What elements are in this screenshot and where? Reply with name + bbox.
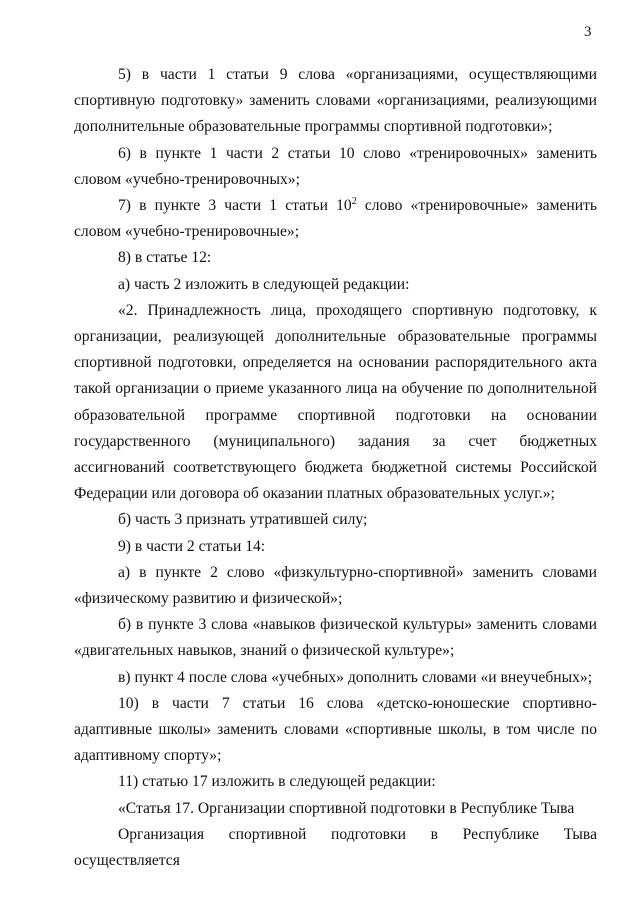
article-body: Организация спортивной подготовки в Республике Тыва осуществляется [74,825,597,870]
paragraph-item-9: 9) в части 2 статьи 14: [118,537,266,555]
paragraph-subitem-9a: а) в пункте 2 слово «физкультурно-спортивной» заменить словами «физическому развитию и физической»; [74,563,597,608]
paragraph-item-10: 10) в части 7 статьи 16 слова «детско-юношеские спортивно-адаптивные школы» заменить словами «спортивные школы, в том числе по адаптивному спорту»; [74,694,597,765]
paragraph-item-6: 6) в пункте 1 части 2 статьи 10 слово «тренировочных» заменить словом «учебно-тренировочных»; [74,144,597,188]
article-title: «Статья 17. Организации спортивной подготовки в Республике Тыва [118,799,575,817]
document-body [74,62,597,874]
paragraph-subitem-8b: б) часть 3 признать утратившей силу; [118,511,368,529]
superscript: 2 [351,196,357,208]
paragraph-item-7 [74,193,597,245]
paragraph-subitem-9c: в) пункт 4 после слова «учебных» дополнить словами «и внеучебных»; [118,668,593,686]
paragraph-item-11: 11) статью 17 изложить в следующей редакции: [118,773,436,791]
paragraph-item-7-text-before: 7) в пункте 3 части 1 статьи 10 [118,197,352,215]
paragraph-subitem-8a: а) часть 2 изложить в следующей редакции: [118,275,410,293]
page-number: 3 [584,24,592,40]
paragraph-item-8: 8) в статье 12: [118,249,212,267]
paragraph-item-5: 5) в части 1 статьи 9 слова «организациями, осуществляющими спортивную подготовку» заменить словами «организациями, реализующими дополнительные образовательные программы спортивной подготовки»; [74,66,597,136]
paragraph-subitem-9b: б) в пункте 3 слова «навыков физической культуры» заменить словами «двигательных навыков, знаний о физической культуре»; [74,616,597,660]
paragraph-item-7-text-after: слово «тренировочные» заменить словом «учебно-тренировочные»; [74,197,598,241]
quoted-new-wording: «2. Принадлежность лица, проходящего спортивную подготовку, к организации, реализующей дополнительные образовательные программы спортивной подготовки, определяется на основании распорядительного акта такой организации о приеме указанного лица на обучение по дополнительной образовательной программе спортивной подготовки на основании государственного (муниципального) задания за счет бюджетных ассигнований соответствующего бюджета бюджетной системы Российской Федерации или договора об оказании платных образовательных услуг.»; [74,301,597,503]
